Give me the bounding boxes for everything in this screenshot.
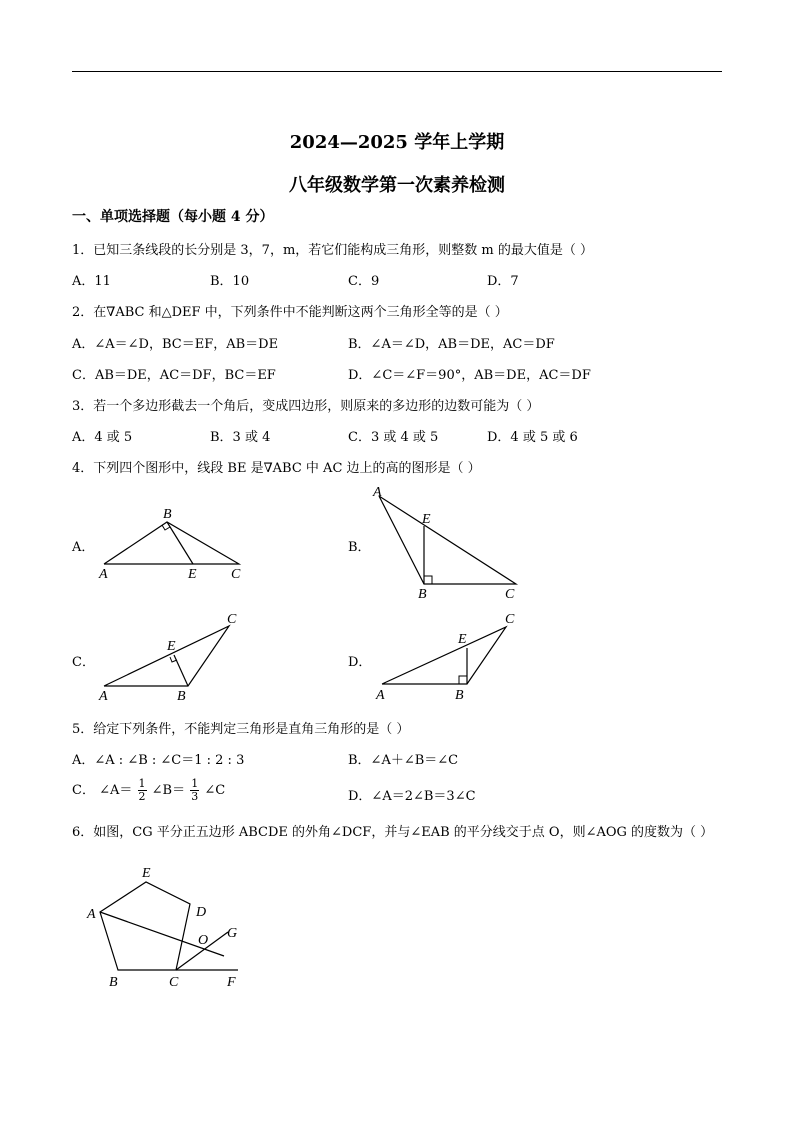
question-3-option-d[interactable]: D．4 或 5 或 6: [487, 430, 578, 445]
question-1-option-b[interactable]: B．10: [210, 274, 250, 289]
question-2-option-c[interactable]: C．AB＝DE，AC＝DF，BC＝EF: [72, 368, 276, 383]
fraction-numerator: 1: [191, 777, 199, 790]
q6-label-c: C: [169, 975, 179, 990]
q4b-label-b: B: [418, 587, 427, 602]
exam-title-year: 2024—2025 学年上学期: [289, 132, 505, 153]
question-5-option-a[interactable]: A．∠A : ∠B : ∠C＝1 : 2 : 3: [72, 753, 245, 768]
question-6-stem: 6．如图，CG 平分正五边形 ABCDE 的外角∠DCF，并与∠EAB 的平分线交于点 O，则∠AOG 的度数为（ ）: [72, 825, 714, 840]
fraction-denominator: 3: [191, 790, 199, 803]
q4c-label-b: B: [177, 689, 186, 704]
q4b-label-c: C: [505, 587, 515, 602]
question-4-option-a[interactable]: A．: [72, 540, 95, 555]
question-4-figure-c: [90, 605, 260, 705]
question-1-option-c[interactable]: C．9: [348, 274, 380, 289]
question-5-stem: 5．给定下列条件，不能判定三角形是直角三角形的是（ ）: [72, 722, 410, 737]
question-6-pentagon-figure: [80, 860, 260, 995]
header-rule: [72, 71, 722, 72]
q4a-label-b: B: [163, 507, 172, 522]
question-5-option-c-label: C．: [72, 783, 95, 798]
q6-label-b: B: [109, 975, 118, 990]
q6-label-o: O: [198, 933, 209, 948]
fraction-denominator: 2: [138, 790, 146, 803]
question-4-stem: 4．下列四个图形中，线段 BE 是∇ABC 中 AC 边上的高的图形是（ ）: [72, 461, 481, 476]
question-4-option-b[interactable]: B．: [348, 540, 371, 555]
q4a-label-a: A: [99, 567, 108, 582]
question-3-stem: 3．若一个多边形截去一个角后，变成四边形，则原来的多边形的边数可能为（ ）: [72, 399, 540, 414]
question-4-figure-a: [90, 500, 260, 585]
question-2-option-a[interactable]: A．∠A＝∠D，BC＝EF，AB＝DE: [72, 337, 279, 352]
q6-label-a: A: [87, 907, 96, 922]
question-3-option-c[interactable]: C．3 或 4 或 5: [348, 430, 439, 445]
q6-label-e: E: [142, 866, 151, 881]
q4b-label-e: E: [422, 512, 431, 527]
question-1-option-d[interactable]: D．7: [487, 274, 519, 289]
q4d-label-e: E: [458, 632, 467, 647]
question-3-option-a[interactable]: A．4 或 5: [72, 430, 133, 445]
q4a-label-e: E: [188, 567, 197, 582]
fraction-one-third: [190, 778, 199, 803]
question-1-stem: 1．已知三条线段的长分别是 3，7，m，若它们能构成三角形，则整数 m 的最大值是（ ）: [72, 243, 593, 258]
q6-label-g: G: [227, 926, 238, 941]
question-3-option-b[interactable]: B．3 或 4: [210, 430, 271, 445]
q4d-label-b: B: [455, 688, 464, 703]
q6-label-d: D: [196, 905, 207, 920]
q5c-part-1: ∠A＝: [99, 783, 133, 798]
q4c-label-e: E: [167, 639, 176, 654]
question-2-option-b[interactable]: B．∠A＝∠D，AB＝DE，AC＝DF: [348, 337, 555, 352]
question-4-figure-d: [365, 605, 535, 705]
q4c-label-a: A: [99, 689, 108, 704]
fraction-one-half: [138, 778, 147, 803]
q4d-label-a: A: [376, 688, 385, 703]
q5c-part-2: ∠B＝: [151, 783, 186, 798]
question-4-option-d[interactable]: D．: [348, 655, 372, 670]
q4a-label-c: C: [231, 567, 241, 582]
question-5-option-d[interactable]: D．∠A＝2∠B＝3∠C: [348, 789, 476, 804]
question-1-option-a[interactable]: A．11: [72, 274, 111, 289]
question-5-option-b[interactable]: B．∠A＋∠B＝∠C: [348, 753, 459, 768]
exam-title-subject: 八年级数学第一次素养检测: [289, 175, 505, 196]
question-4-figure-b: [365, 480, 535, 605]
fraction-numerator: 1: [138, 777, 146, 790]
q5c-part-3: ∠C: [204, 783, 226, 798]
question-2-option-d[interactable]: D．∠C＝∠F＝90°，AB＝DE，AC＝DF: [348, 368, 591, 383]
q4d-label-c: C: [505, 612, 515, 627]
section-heading: 一、单项选择题（每小题 4 分）: [72, 209, 274, 225]
question-2-stem: 2．在∇ABC 和△DEF 中，下列条件中不能判断这两个三角形全等的是（ ）: [72, 305, 508, 320]
q4b-label-a: A: [373, 485, 382, 500]
q6-label-f: F: [227, 975, 236, 990]
q4c-label-c: C: [227, 612, 237, 627]
question-5-option-c[interactable]: [72, 778, 225, 803]
question-4-option-c[interactable]: C．: [72, 655, 95, 670]
